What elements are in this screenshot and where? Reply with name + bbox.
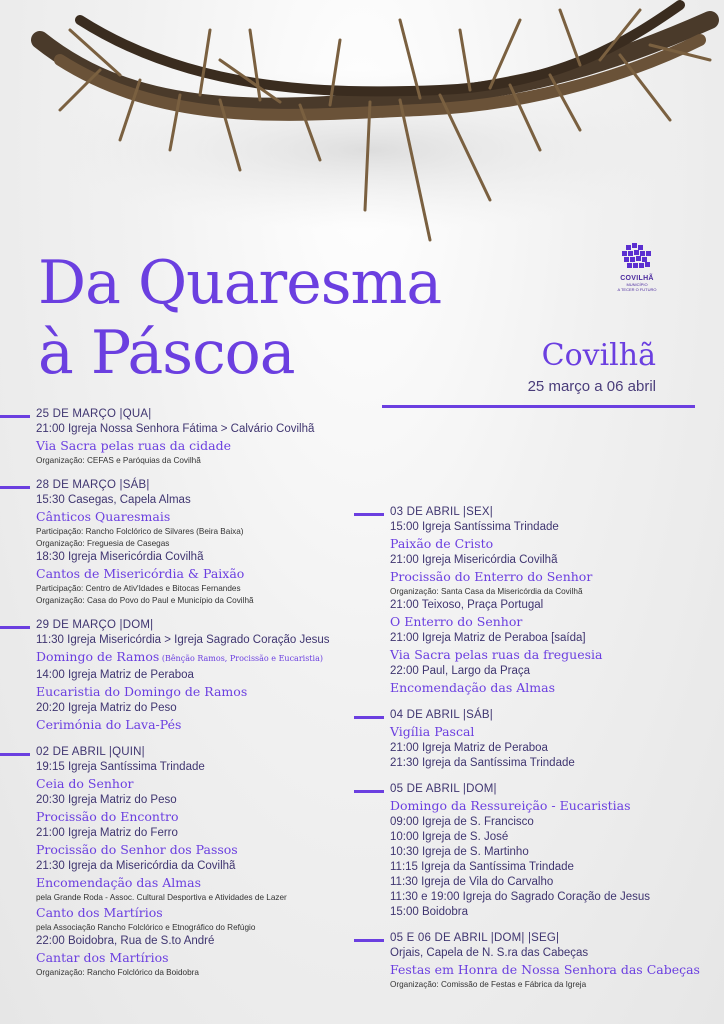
event-title (390, 961, 724, 979)
event-date: 28 DE MARÇO |SÁB| (36, 479, 150, 491)
event-time-location: 15:00 Boidobra (390, 906, 469, 918)
event-organization: Organização: Santa Casa da Misericórdia da Covilhã (390, 587, 583, 596)
event-time-location: 18:30 Igreja Misericórdia Covilhã (36, 551, 204, 563)
event-time-location: 20:20 Igreja Matriz do Peso (36, 702, 177, 714)
event-title-text: Procissão do Senhor dos Passos (36, 842, 238, 857)
event-time-location: 21:30 Igreja da Misericórdia da Covilhã (36, 860, 236, 872)
event-title (36, 874, 360, 892)
event-bar (354, 513, 384, 516)
event-title-text: Via Sacra pelas ruas da freguesia (390, 647, 603, 662)
covilha-logo-icon (620, 243, 654, 273)
event-block (354, 781, 724, 920)
event-title-text: Domingo da Ressureição - Eucaristias (390, 798, 631, 813)
event-time-location: 21:00 Igreja Matriz de Peraboa (390, 742, 548, 754)
event-time-location: 15:00 Igreja Santíssima Trindade (390, 521, 559, 533)
event-bar (0, 415, 30, 418)
event-time-location: 21:00 Teixoso, Praça Portugal (390, 599, 544, 611)
event-title (390, 723, 724, 741)
event-title (36, 904, 360, 922)
header-divider (382, 405, 695, 408)
event-time-location: 11:30 Igreja Misericórdia > Igreja Sagrado Coração Jesus (36, 634, 330, 646)
event-title-text: Domingo de Ramos (36, 649, 160, 664)
event-title (36, 648, 360, 668)
event-organization: Organização: CEFAS e Paróquias da Covilhã (36, 456, 201, 465)
event-title-note: (Bênção Ramos, Procissão e Eucaristia) (159, 654, 323, 663)
event-title-text: Encomendação das Almas (36, 875, 201, 890)
event-time-location: 21:00 Igreja Misericórdia Covilhã (390, 554, 558, 566)
event-title-text: Ceia do Senhor (36, 776, 134, 791)
event-title-text: Eucaristia do Domingo de Ramos (36, 684, 248, 699)
event-date: 03 DE ABRIL |SEX| (390, 506, 493, 518)
event-title-text: Procissão do Encontro (36, 809, 179, 824)
event-organization: Organização: Rancho Folclórico da Boidobra (36, 968, 199, 977)
event-time-location: 20:30 Igreja Matriz do Peso (36, 794, 177, 806)
logo-tagline: A TECER O FUTURO (617, 287, 657, 292)
event-title-text: Vigília Pascal (390, 724, 475, 739)
event-title-text: Festas em Honra de Nossa Senhora das Cabeças (390, 962, 700, 977)
poster-title (38, 248, 441, 388)
left-column (0, 406, 360, 989)
event-date: 02 DE ABRIL |QUIN| (36, 746, 145, 758)
event-organization: Participação: Centro de Ativ'Idades e Bitocas Fernandes (36, 584, 241, 593)
event-block (354, 504, 724, 697)
event-title (36, 437, 360, 455)
event-time-location: 11:30 Igreja de Vila do Carvalho (390, 876, 554, 888)
poster-title-line1: Da Quaresma (38, 248, 442, 318)
event-title-text: Encomendação das Almas (390, 680, 555, 695)
event-title (390, 535, 724, 553)
event-time-location: 21:00 Igreja Matriz do Ferro (36, 827, 178, 839)
event-title (36, 716, 360, 734)
event-bar (0, 486, 30, 489)
event-time-location: 10:00 Igreja de S. José (390, 831, 509, 843)
event-date: 05 DE ABRIL |DOM| (390, 783, 497, 795)
event-date: 05 E 06 DE ABRIL |DOM| |SEG| (390, 932, 560, 944)
event-title-text: Cantar dos Martírios (36, 950, 169, 965)
event-title (36, 808, 360, 826)
event-title-text: Cantos de Misericórdia & Paixão (36, 566, 245, 581)
event-title (390, 679, 724, 697)
event-title (36, 949, 360, 967)
poster-title-line2: à Páscoa (38, 318, 295, 388)
event-organization: Organização: Freguesia de Casegas (36, 539, 170, 548)
event-title-text: Procissão do Enterro do Senhor (390, 569, 593, 584)
event-block (354, 707, 724, 771)
event-title (36, 683, 360, 701)
event-time-location: 21:00 Igreja Matriz de Peraboa [saída] (390, 632, 586, 644)
event-bar (354, 790, 384, 793)
event-time-location: 11:15 Igreja da Santíssima Trindade (390, 861, 574, 873)
event-title (390, 646, 724, 664)
event-time-location: 19:15 Igreja Santíssima Trindade (36, 761, 205, 773)
event-organization: Organização: Casa do Povo do Paul e Município da Covilhã (36, 596, 254, 605)
event-time-location: 09:00 Igreja de S. Francisco (390, 816, 534, 828)
event-time-location: 15:30 Casegas, Capela Almas (36, 494, 191, 506)
event-time-location: 11:30 e 19:00 Igreja do Sagrado Coração de Jesus (390, 891, 650, 903)
event-title-text: Via Sacra pelas ruas da cidade (36, 438, 232, 453)
event-time-location: 21:30 Igreja da Santíssima Trindade (390, 757, 575, 769)
event-time-location: 22:00 Boidobra, Rua de S.to André (36, 935, 215, 947)
event-title (36, 508, 360, 526)
event-time-location: 21:00 Igreja Nossa Senhora Fátima > Calvário Covilhã (36, 423, 315, 435)
event-organization: pela Associação Rancho Folclórico e Etnográfico do Refúgio (36, 923, 256, 932)
event-block (0, 617, 360, 734)
event-block (0, 406, 360, 467)
date-range: 25 março a 06 abril (527, 378, 656, 395)
event-block (0, 477, 360, 607)
event-bar (0, 626, 30, 629)
event-title (390, 613, 724, 631)
event-bar (354, 716, 384, 719)
event-title-text: Paixão de Cristo (390, 536, 494, 551)
event-date: 29 DE MARÇO |DOM| (36, 619, 154, 631)
crown-of-thorns-image (20, 0, 720, 250)
event-bar (0, 753, 30, 756)
city-name: Covilhã (541, 338, 656, 373)
event-date: 25 DE MARÇO |QUA| (36, 408, 152, 420)
event-title-text: Cerimónia do Lava-Pés (36, 717, 182, 732)
event-title (36, 841, 360, 859)
event-block (0, 744, 360, 979)
covilha-logo (612, 243, 662, 292)
event-organization: Participação: Rancho Folclórico de Silvares (Beira Baixa) (36, 527, 244, 536)
event-title (36, 775, 360, 793)
event-organization: Organização: Comissão de Festas e Fábrica da Igreja (390, 980, 587, 989)
event-title (390, 568, 724, 586)
event-bar (354, 939, 384, 942)
logo-name: COVILHÃ (620, 275, 654, 282)
event-title-text: O Enterro do Senhor (390, 614, 523, 629)
event-title-text: Canto dos Martírios (36, 905, 163, 920)
event-title-text: Cânticos Quaresmais (36, 509, 171, 524)
event-organization: pela Grande Roda - Assoc. Cultural Desportiva e Atividades de Lazer (36, 893, 287, 902)
event-time-location: 22:00 Paul, Largo da Praça (390, 665, 531, 677)
logo-subtitle: MUNICÍPIO (626, 282, 648, 287)
event-date: 04 DE ABRIL |SÁB| (390, 709, 493, 721)
event-time-location: 14:00 Igreja Matriz de Peraboa (36, 669, 194, 681)
event-title (390, 797, 724, 815)
event-title (36, 565, 360, 583)
event-time-location: Orjais, Capela de N. S.ra das Cabeças (390, 947, 589, 959)
event-time-location: 10:30 Igreja de S. Martinho (390, 846, 529, 858)
right-column (354, 504, 724, 1001)
event-block (354, 930, 724, 991)
